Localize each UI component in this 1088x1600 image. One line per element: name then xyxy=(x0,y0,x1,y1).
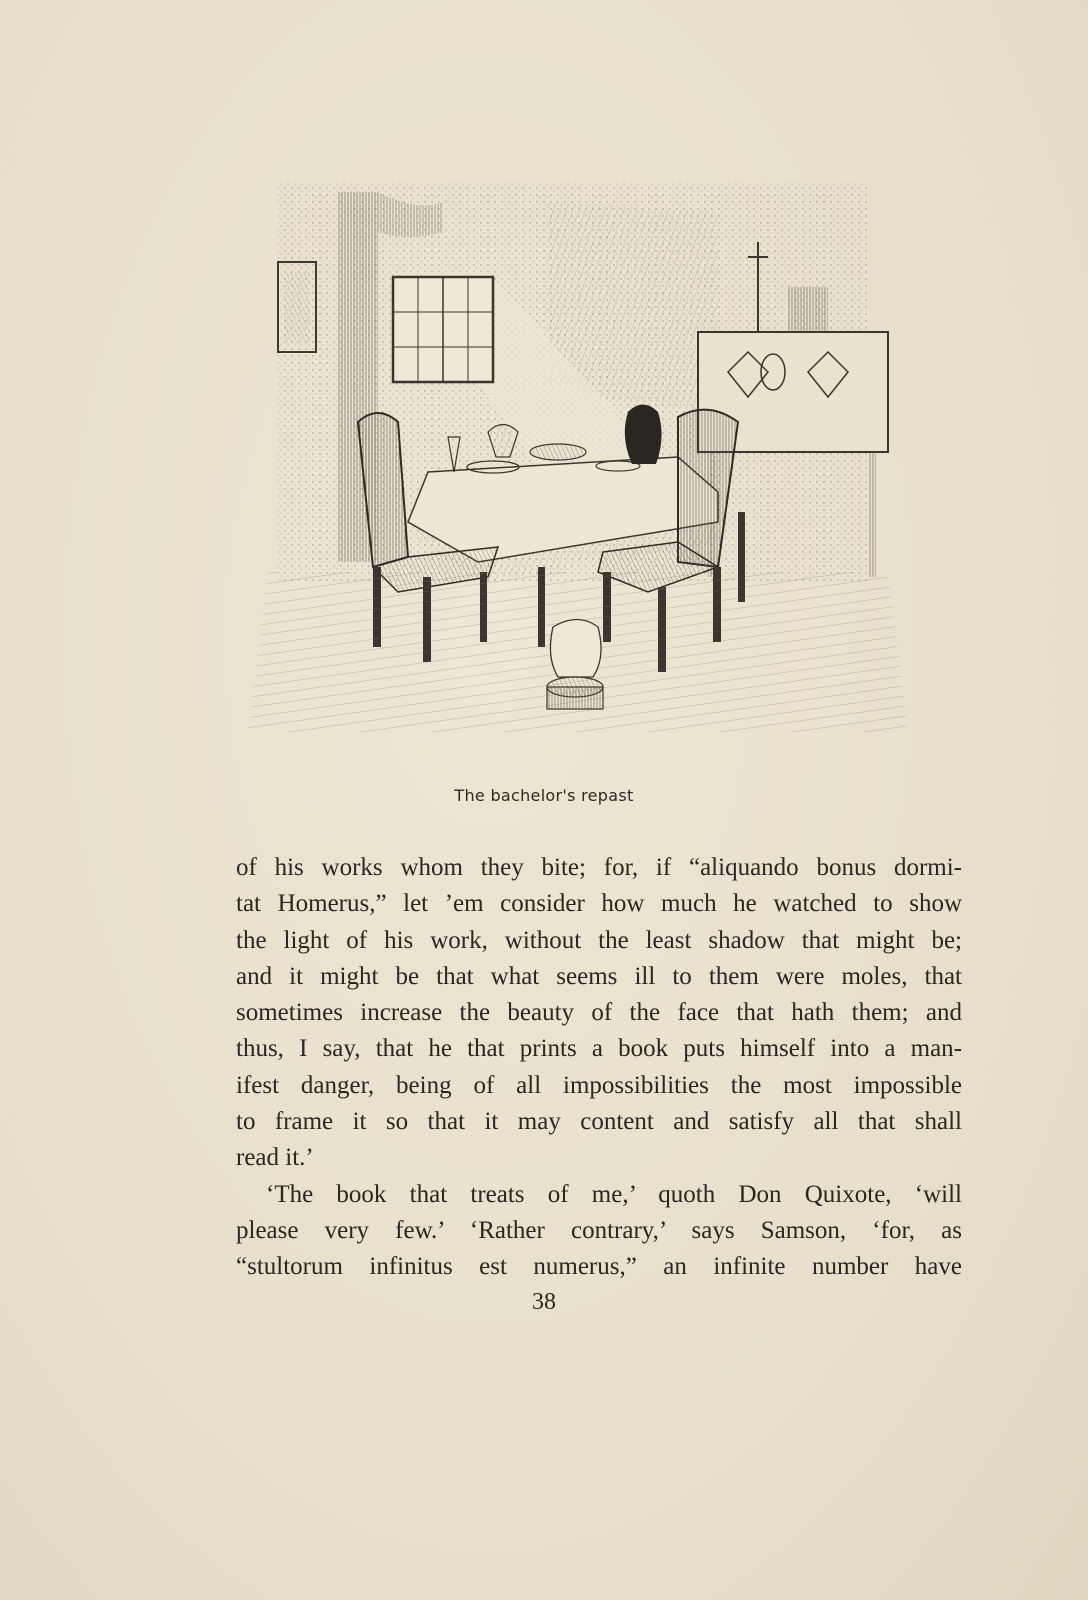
text-line: to frame it so that it may content and satisfy all that shall xyxy=(236,1108,962,1136)
body-text xyxy=(236,850,962,1286)
text-line: of his works whom they bite; for, if “aliquando bonus dormi- xyxy=(236,854,962,881)
text-line: read it.’ xyxy=(236,1144,314,1172)
text-line: sometimes increase the beauty of the face that hath them; and xyxy=(236,999,962,1027)
text-line: the light of his work, without the least shadow that might be; xyxy=(236,926,962,954)
page-number: 38 xyxy=(532,1289,556,1315)
text-line: tat Homerus,” let ’em consider how much he watched to show xyxy=(236,890,962,918)
text-line: ifest danger, being of all impossibilities the most impossible xyxy=(236,1071,962,1099)
text-line: “stultorum infinitus est numerus,” an infinite number have xyxy=(236,1253,962,1281)
text-line: thus, I say, that he that prints a book puts himself into a man- xyxy=(236,1035,962,1063)
text-line: please very few.’ ‘Rather contrary,’ says Samson, ‘for, as xyxy=(236,1216,962,1244)
text-line: and it might be that what seems ill to them were moles, that xyxy=(236,962,962,990)
engraving-dining-table-icon xyxy=(248,172,908,752)
text-line: ‘The book that treats of me,’ quoth Don Quixote, ‘will xyxy=(266,1180,962,1208)
illustration-caption: The bachelor's repast xyxy=(454,786,634,805)
